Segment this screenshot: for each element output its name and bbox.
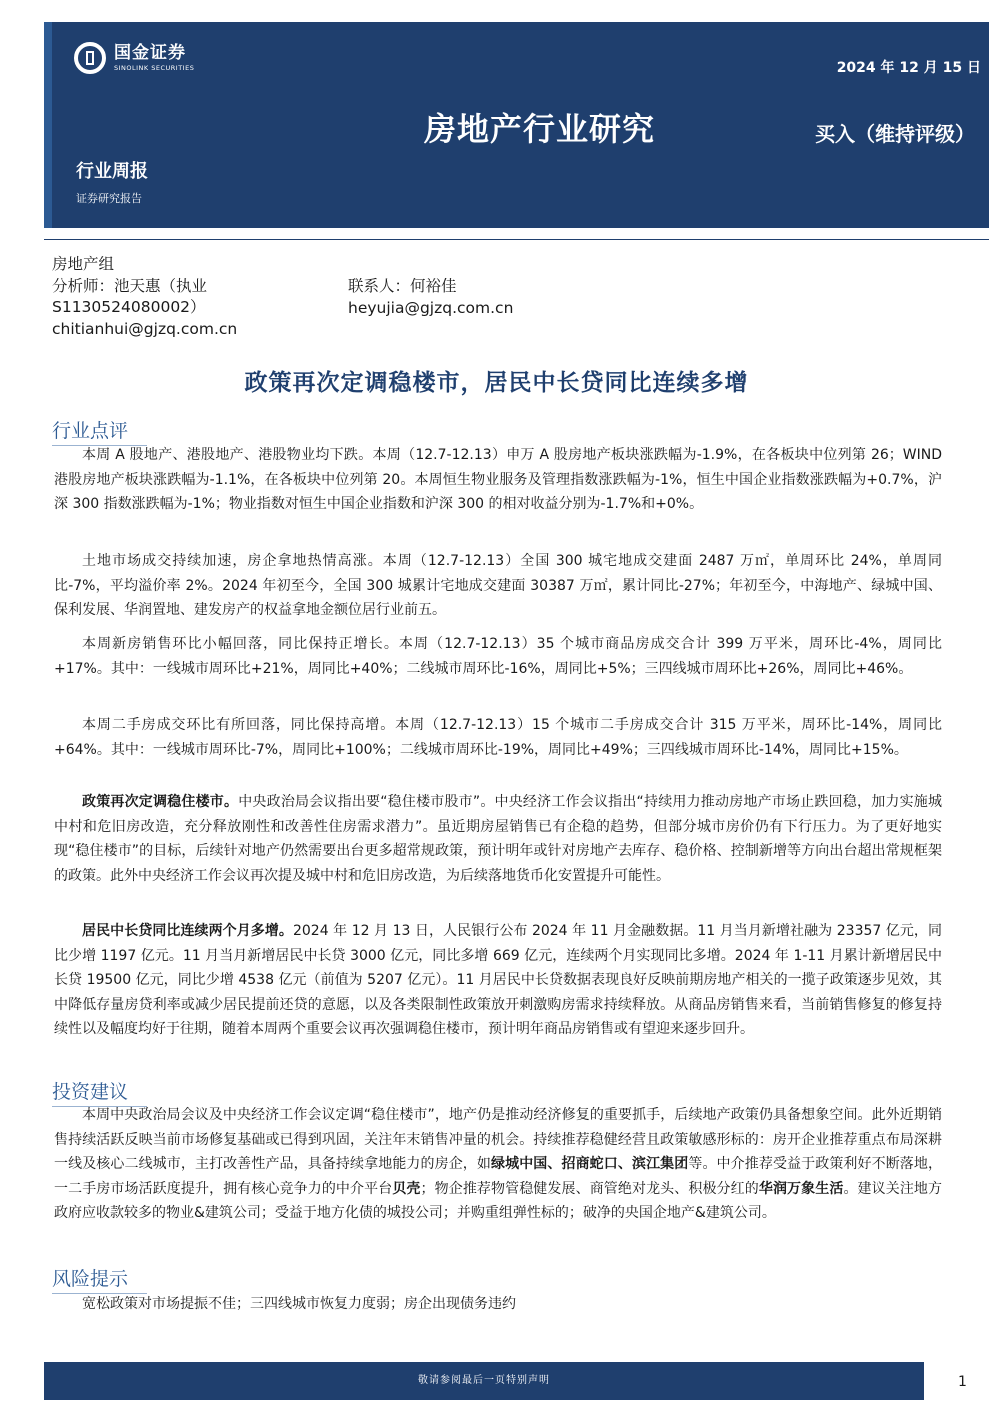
- report-date: 2024 年 12 月 15 日: [836, 60, 981, 76]
- section-heading-review: 行业点评: [52, 416, 128, 443]
- logo-mark-icon: [74, 42, 106, 74]
- report-main-title: 政策再次定调稳楼市，居民中长贷同比连续多增: [244, 370, 749, 396]
- review-paragraph-4: 本周二手房成交环比有所回落，同比保持高增。本周（12.7-12.13）15 个城市二手房成交合计 315 万平米，周环比-14%，周同比+64%。其中：一线城市周环比-7%，周同比+100%；二线城市周环比-19%，周同比+49%；三四线城市周环比-14%，周同比+15%。: [54, 717, 942, 758]
- advice-paragraph: [54, 1103, 942, 1226]
- analyst-name: 分析师：池天惠（执业: [52, 276, 208, 295]
- review-paragraph-6: [54, 919, 942, 1042]
- advice-text-e: 。建议关注地方政府应收款较多的物业&建筑公司；受益于地方化债的城投公司；并购重组弹性标的；破净的央国企地产&建筑公司。: [54, 1180, 943, 1222]
- recommended-developers: 绿城中国、招商蛇口、滨江集团: [491, 1156, 689, 1173]
- analyst-email[interactable]: chitianhui@gjzq.com.cn: [52, 319, 238, 338]
- review-paragraph-1: 本周 A 股地产、港股地产、港股物业均下跌。本周（12.7-12.13）申万 A 股房地产板块涨跌幅为-1.9%，在各板块中位列第 26；WIND 港股房地产板块涨跌幅为-1.1%，在各板块中位列第 20。本周恒生物业服务及管理指数涨跌幅为-1%，恒生中国企业指数涨跌幅为+0.7%，沪深 300 指数涨跌幅为-1%；物业指数对恒生中国企业指数和沪深 300 的相对收益分别为-1.7%和+0%。: [54, 447, 942, 513]
- contact-email[interactable]: heyujia@gjzq.com.cn: [348, 298, 514, 317]
- recommended-agency: 贝壳: [392, 1180, 421, 1197]
- policy-text: 中央政治局会议指出要“稳住楼市股市”。中央经济工作会议指出“持续用力推动房地产市场止跌回稳，加力实施城中村和危旧房改造，充分释放刚性和改善性住房需求潜力”。虽近期房屋销售已有企稳的趋势，但部分城市房价仍有下行压力。为了更好地实现“稳住楼市”的目标，后续针对地产仍然需要出台更多超常规政策，预计明年或针对房地产去库存、稳价格、控制新增等方向出台超出常规框架的政策。此外中央经济工作会议再次提及城中村和危旧房改造，为后续落地货币化安置提升可能性。: [54, 794, 943, 884]
- report-type: 行业周报: [76, 161, 148, 182]
- header-banner: [44, 22, 989, 228]
- advice-text-a: 本周中央政治局会议及中央经济工作会议定调“稳住楼市”，地产仍是推动经济修复的重要抓手，后续地产政策仍具备想象空间。此外近期销售持续活跃反映当前市场修复基础或已得到巩固，关注年末销售冲量的机会。持续推荐稳健经营且政策敏感形标的：房开企业推荐重点布局深耕一线及核心二线城市，主打改善性产品，具备持续拿地能力的房企，如: [54, 1107, 942, 1173]
- logo-english-name: SINOLINK SECURITIES: [114, 64, 195, 72]
- rating-badge: 买入（维持评级）: [815, 122, 975, 146]
- loan-text: 2024 年 12 月 13 日，人民银行公布 2024 年 11 月金融数据。11 月当月新增社融为 23357 亿元，同比少增 1197 亿元。11 月当月新增居民中长贷 3000 亿元，同比多增 669 亿元，连续两个月实现同比多增。2024 年 1-11 月累计新增居民中长贷 19500 亿元，同比少增 4538 亿元（前值为 5207 亿元）。11 月居民中长贷数据表现良好反映前期房地产相关的一揽子政策逐步见效，其中降低存量房贷利率或减少居民提前还贷的意愿，以及各类限制性政策放开刺激购房需求持续释放。从商品房销售来看，当前销售修复的修复持续性以及幅度均好于往期，随着本周两个重要会议再次强调稳住楼市，预计明年商品房销售或有望迎来逐步回升。: [54, 923, 943, 1038]
- policy-emphasis: 政策再次定调稳住楼市。: [82, 794, 239, 810]
- banner-accent-stripe: [44, 22, 52, 228]
- industry-title: 房地产行业研究: [424, 110, 656, 148]
- analyst-license: S1130524080002）: [52, 298, 206, 316]
- page-number: 1: [958, 1374, 967, 1390]
- contact-name: 联系人：何裕佳: [348, 277, 457, 295]
- section-heading-advice: 投资建议: [52, 1077, 128, 1104]
- section-heading-risk: 风险提示: [52, 1264, 128, 1291]
- logo-chinese-name: 国金证券: [114, 43, 186, 63]
- risk-paragraph: 宽松政策对市场提振不佳；三四线城市恢复力度弱；房企出现债务违约: [82, 1296, 516, 1312]
- review-paragraph-2: 土地市场成交持续加速，房企拿地热情高涨。本周（12.7-12.13）全国 300 城宅地成交建面 2487 万㎡，单周环比 24%，单周同比-7%，平均溢价率 2%。2024 年初至今，全国 300 城累计宅地成交建面 30387 万㎡，累计同比-27%；年初至今，中海地产、绿城中国、保利发展、华润置地、建发房产的权益拿地金额位居行业前五。: [54, 553, 942, 619]
- recommended-property-manager: 华润万象生活: [758, 1180, 844, 1197]
- review-paragraph-5: [54, 790, 942, 888]
- header-divider: [44, 239, 989, 240]
- loan-emphasis: 居民中长贷同比连续两个月多增。: [82, 923, 293, 939]
- company-logo: [74, 42, 194, 74]
- review-paragraph-3: 本周新房销售环比小幅回落，同比保持正增长。本周（12.7-12.13）35 个城市商品房成交合计 399 万平米，周环比-4%，周同比+17%。其中：一线城市周环比+21%，周同比+40%；二线城市周环比-16%，周同比+5%；三四线城市周环比+26%，周同比+46%。: [54, 636, 942, 677]
- research-group: 房地产组: [52, 255, 115, 273]
- report-subtype: 证券研究报告: [76, 192, 142, 205]
- advice-text-d: ；物企推荐物管稳健发展、商管绝对龙头、积极分红的: [420, 1180, 759, 1197]
- footer-disclaimer-bar: 敬请参阅最后一页特别声明: [44, 1362, 924, 1400]
- advice-text-c: 等。中介推荐受益于政策利好不断落地，一二手房市场活跃度提升，拥有核心竞争力的中介平台: [54, 1156, 943, 1197]
